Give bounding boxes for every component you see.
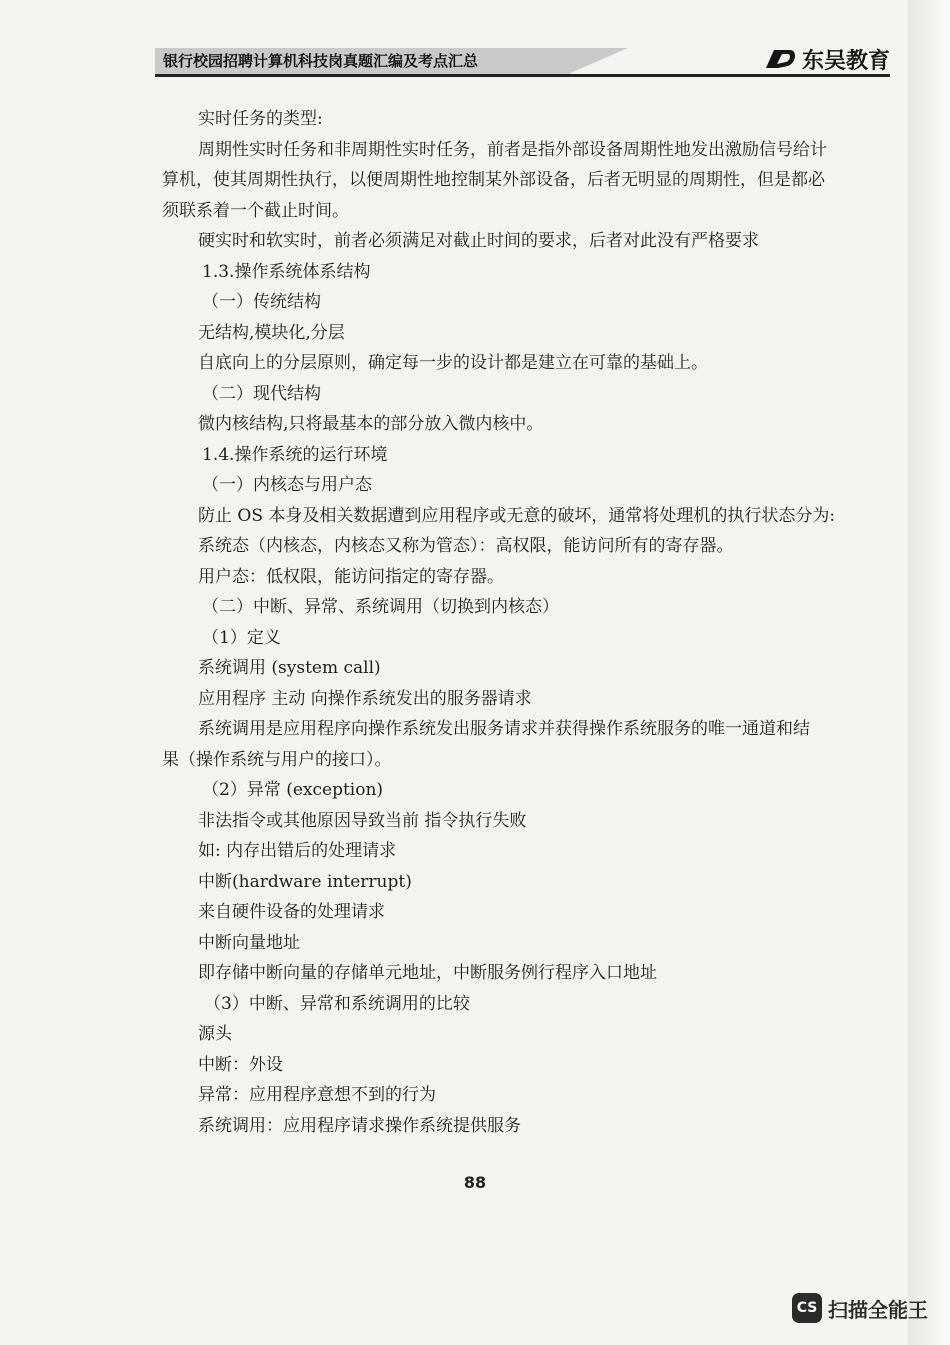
watermark-label: 扫描全能王: [828, 1297, 928, 1322]
text-line: 应用程序 主动 向操作系统发出的服务器请求: [198, 688, 532, 709]
page-body: [162, 104, 887, 1141]
text-line: 异常：应用程序意想不到的行为: [198, 1085, 436, 1105]
text-line: 中断(hardware interrupt): [198, 871, 412, 892]
scanner-watermark: [792, 1293, 928, 1323]
item-heading: （3）中断、异常和系统调用的比较: [204, 993, 470, 1014]
text-line: 中断：外设: [198, 1054, 283, 1075]
text-line: 硬实时和软实时，前者必须满足对截止时间的要求，后者对此没有严格要求: [198, 231, 759, 251]
item-heading: （1）定义: [202, 627, 281, 648]
text-line: 源头: [198, 1024, 232, 1044]
text-line: 中断向量地址: [198, 932, 300, 953]
brand-logo: [764, 44, 890, 74]
header-rule: [155, 74, 890, 77]
text-line: 果（操作系统与用户的接口）。: [162, 749, 392, 770]
brand-text: 东吴教育: [801, 48, 890, 74]
text-line: 即存储中断向量的存储单元地址，中断服务例行程序入口地址: [198, 963, 657, 983]
text-line: 防止 OS 本身及相关数据遭到应用程序或无意的破坏，通常将处理机的执行状态分为:: [198, 505, 836, 526]
brand-mark-icon: [764, 48, 798, 70]
text-line: 来自硬件设备的处理请求: [198, 902, 385, 922]
text-line: 算机，使其周期性执行，以便周期性地控制某外部设备，后者无明显的周期性，但是都必: [162, 170, 825, 190]
subsection-heading: （二）中断、异常、系统调用（切换到内核态）: [202, 597, 559, 617]
subsection-heading: （一）传统结构: [202, 292, 321, 312]
text-line: 系统态（内核态，内核态又称为管态）：高权限，能访问所有的寄存器。: [198, 536, 734, 556]
section-heading: 1.4.操作系统的运行环境: [202, 444, 388, 465]
text-line: 实时任务的类型:: [198, 109, 323, 129]
text-line: 微内核结构,只将最基本的部分放入微内核中。: [198, 414, 544, 434]
header-title: 银行校园招聘计算机科技岗真题汇编及考点汇总: [155, 48, 570, 74]
item-heading: （2）异常 (exception): [202, 780, 384, 800]
text-line: 用户态：低权限，能访问指定的寄存器。: [198, 566, 504, 587]
text-line: 如: 内存出错后的处理请求: [198, 841, 397, 861]
page-edge-shadow: [908, 0, 950, 1345]
text-line: 系统调用：应用程序请求操作系统提供服务: [198, 1115, 521, 1136]
running-header: [155, 44, 890, 78]
camscanner-icon: CS: [792, 1293, 822, 1323]
subsection-heading: （一）内核态与用户态: [202, 475, 372, 495]
text-line: 非法指令或其他原因导致当前 指令执行失败: [198, 810, 527, 831]
header-wedge: [568, 48, 628, 74]
text-line: 自底向上的分层原则，确定每一步的设计都是建立在可靠的基础上。: [198, 353, 708, 373]
text-line: 须联系着一个截止时间。: [162, 200, 349, 221]
page-number: 88: [463, 1173, 487, 1192]
text-line: 系统调用是应用程序向操作系统发出服务请求并获得操作系统服务的唯一通道和结: [198, 719, 810, 739]
text-line: 系统调用 (system call): [198, 658, 381, 678]
text-line: 无结构,模块化,分层: [198, 322, 345, 343]
subsection-heading: （二）现代结构: [202, 383, 321, 404]
text-line: 周期性实时任务和非周期性实时任务，前者是指外部设备周期性地发出激励信号给计: [198, 139, 827, 160]
section-heading: 1.3.操作系统体系结构: [202, 261, 371, 282]
